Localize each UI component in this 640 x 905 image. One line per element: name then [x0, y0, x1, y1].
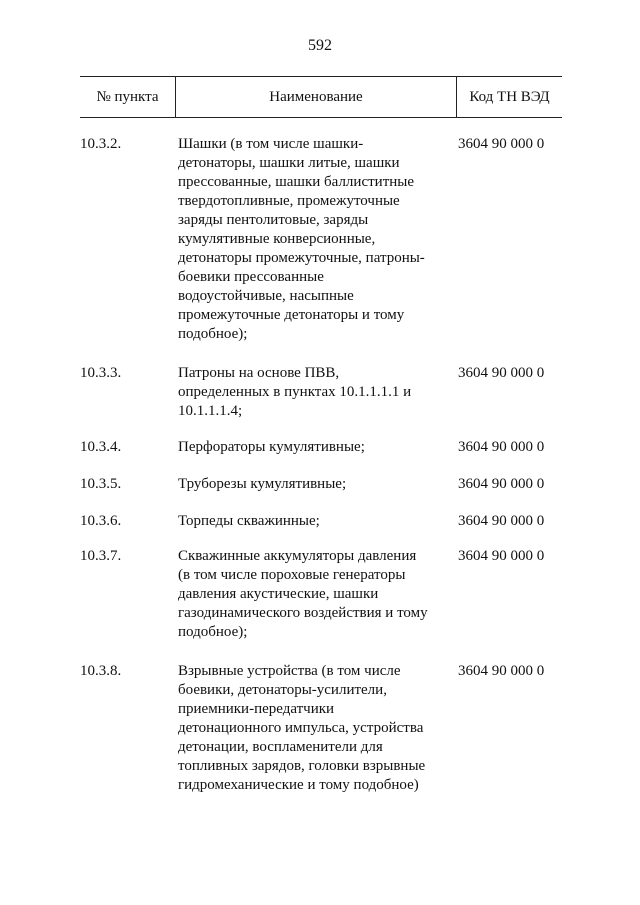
table-row [0, 364, 640, 421]
table-header [80, 76, 562, 118]
row-number: 10.3.3. [80, 365, 122, 381]
row-number: 10.3.5. [80, 476, 122, 492]
row-name: Взрывные устройства (в том числе боевики, детонаторы-усилители, приемники-передатчики детонационного импульса, устройства детонации, воспламенители для топливных зарядов, головки взрывные гидромеханические и тому подобное) [178, 663, 426, 793]
row-name: Торпеды скважинные; [178, 513, 320, 529]
row-code: 3604 90 000 0 [458, 548, 545, 564]
row-number: 10.3.2. [80, 136, 122, 152]
row-code: 3604 90 000 0 [458, 476, 545, 492]
row-name: Перфораторы кумулятивные; [178, 439, 365, 455]
table-row [0, 662, 640, 795]
row-name: Труборезы кумулятивные; [178, 476, 347, 492]
table-row [0, 547, 640, 642]
row-number: 10.3.6. [80, 513, 122, 529]
page-number: 592 [308, 37, 332, 54]
row-number: 10.3.4. [80, 439, 122, 455]
header-name: Наименование [176, 77, 457, 117]
table-row [0, 438, 640, 457]
header-code: Код ТН ВЭД [469, 89, 550, 105]
row-name: Скважинные аккумуляторы давления (в том числе пороховые генераторы давления акустические, шашки газодинамического воздействия и тому подобное); [178, 548, 428, 640]
row-code: 3604 90 000 0 [458, 136, 545, 152]
row-code: 3604 90 000 0 [458, 513, 545, 529]
table-row [0, 475, 640, 494]
header-number: № пункта [80, 77, 176, 117]
row-code: 3604 90 000 0 [458, 439, 545, 455]
table-row [0, 135, 640, 344]
row-number: 10.3.7. [80, 548, 122, 564]
table-body [0, 135, 640, 795]
row-name: Патроны на основе ПВВ, определенных в пунктах 10.1.1.1.1 и 10.1.1.1.4; [178, 365, 412, 419]
row-code: 3604 90 000 0 [458, 663, 545, 679]
row-name: Шашки (в том числе шашки- детонаторы, шашки литые, шашки прессованные, шашки баллиститные твердотопливные, промежуточные заряды пентолитовые, заряды кумулятивные конверсионные, детонаторы промежуточные, патроны- боевики прессованные водоустойчивые, насыпные промежуточные детонаторы и тому подобное); [178, 136, 425, 342]
table-row [0, 512, 640, 531]
row-number: 10.3.8. [80, 663, 122, 679]
row-code: 3604 90 000 0 [458, 365, 545, 381]
